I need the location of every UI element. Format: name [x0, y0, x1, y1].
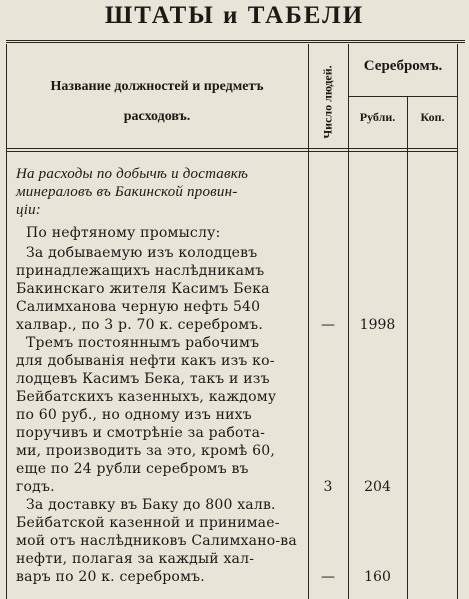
table-line — [6, 298, 466, 316]
table-line — [6, 244, 466, 262]
page-title: ШТАТЫ и ТАБЕЛИ — [104, 2, 365, 29]
table-line — [6, 514, 466, 532]
line-text: ми, производить за это, кромѣ 60, — [16, 443, 276, 459]
top-double-rule — [6, 40, 465, 43]
line-text: нефти, полагая за каждый хал- — [16, 551, 255, 567]
table-line — [6, 370, 466, 388]
table-line — [6, 568, 466, 586]
table-line — [6, 334, 466, 352]
table-line — [6, 201, 466, 219]
table-line — [6, 262, 466, 280]
column-header-name — [6, 72, 308, 132]
people-count: — — [321, 569, 335, 585]
column-header-kopecks: Коп. — [420, 110, 445, 124]
line-text: За добываемую изъ колодцевъ — [26, 245, 258, 261]
line-text: принадлежащихъ наслѣдникамъ — [16, 263, 265, 279]
table-line — [6, 183, 466, 201]
header-rule — [6, 148, 457, 149]
line-text: поручивъ и смотрѣніе за работа- — [16, 425, 266, 441]
column-header-count — [312, 48, 344, 156]
line-text: еще по 24 рубли серебромъ въ — [16, 461, 249, 477]
table-line — [6, 496, 466, 514]
table-line — [6, 460, 466, 478]
header-rule — [6, 151, 457, 152]
table-line — [6, 352, 466, 370]
rubles-value: 204 — [364, 479, 391, 495]
line-text: годъ. — [16, 479, 55, 495]
line-text: За доставку въ Баку до 800 халв. — [26, 497, 276, 513]
line-text: Бакинскаго жителя Касимъ Бека — [16, 281, 270, 297]
table-line — [6, 388, 466, 406]
line-text: халвар., по 3 р. 70 к. серебромъ. — [16, 317, 264, 333]
column-header-silver: Серебромъ. — [363, 58, 443, 74]
table-line — [6, 224, 466, 242]
line-text: На расходы по добычѣ и доставкѣ — [16, 166, 249, 182]
rubles-value: 1998 — [359, 317, 396, 333]
line-text: Салимханова черную нефть 540 — [16, 299, 261, 315]
line-text: Бейбатской казенной и принимае- — [16, 515, 280, 531]
expense-table — [6, 44, 463, 599]
table-line — [6, 442, 466, 460]
table-line — [6, 406, 466, 424]
column-header-name-line: Название должностей и предметъ — [50, 79, 264, 94]
column-header-rubles: Рубли. — [359, 110, 396, 124]
table-line — [6, 532, 466, 550]
rubles-value: 160 — [364, 569, 391, 585]
line-text: Бейбатскихъ казенныхъ, каждому — [16, 389, 277, 405]
line-text: лодцевъ Касимъ Бека, такъ и изъ — [16, 371, 270, 387]
header-subrule — [348, 96, 457, 97]
page-header — [0, 0, 469, 38]
line-text: по 60 руб., но одному изъ нихъ — [16, 407, 252, 423]
table-line — [6, 165, 466, 183]
line-text: мой отъ наслѣдниковъ Салимхано-ва — [16, 533, 297, 549]
table-line — [6, 316, 466, 334]
line-text: для добыванія нефти какъ изъ ко- — [16, 353, 275, 369]
line-text: ціи: — [16, 202, 41, 218]
table-line — [6, 280, 466, 298]
people-count: 3 — [323, 479, 333, 495]
people-count: — — [321, 317, 335, 333]
line-text: По нефтяному промыслу: — [26, 225, 221, 241]
table-line — [6, 550, 466, 568]
line-text: варъ по 20 к. серебромъ. — [16, 569, 205, 585]
table-line — [6, 424, 466, 442]
column-header-count-label: Число людей. — [320, 65, 335, 139]
line-text: Тремъ постояннымъ рабочимъ — [26, 335, 260, 351]
column-header-name-line: расходовъ. — [123, 109, 191, 124]
line-text: минераловъ въ Бакинской провин- — [16, 184, 238, 200]
table-line — [6, 478, 466, 496]
